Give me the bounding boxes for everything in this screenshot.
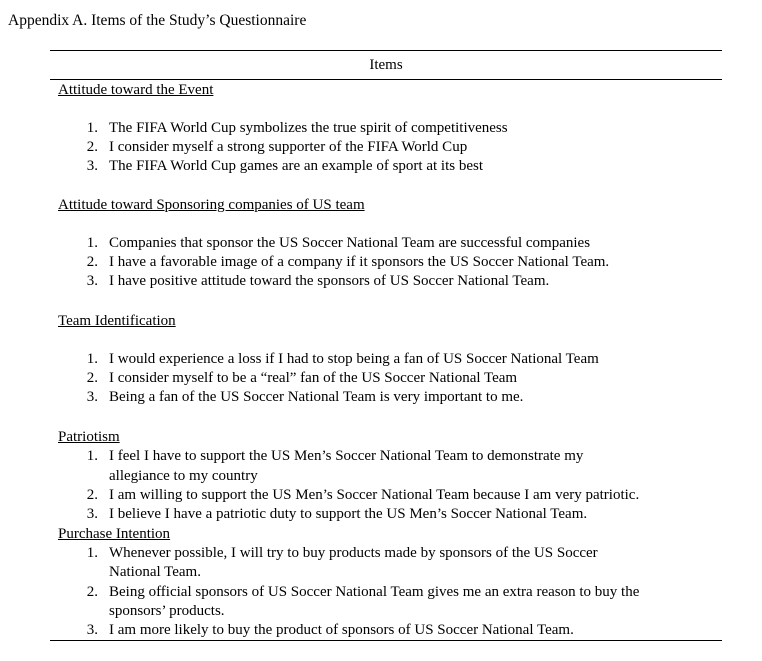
item-text: allegiance to my country: [109, 468, 258, 484]
item-number: 1.: [86, 120, 98, 136]
item-number: 1.: [86, 448, 98, 464]
item-text: The FIFA World Cup games are an example of sport at its best: [109, 158, 483, 174]
section-heading-patriotism: Patriotism: [58, 429, 120, 445]
item-text: Being official sponsors of US Soccer National Team gives me an extra reason to buy the: [109, 584, 640, 600]
item-number: 2.: [86, 254, 98, 270]
page-title: Appendix A. Items of the Study’s Questionnaire: [8, 12, 307, 29]
section-heading-attitude-sponsors: Attitude toward Sponsoring companies of US team: [58, 197, 365, 213]
item-number: 3.: [86, 273, 98, 289]
section-heading-team-identification: Team Identification: [58, 313, 176, 329]
item-text: National Team.: [109, 564, 201, 580]
item-number: 1.: [86, 545, 98, 561]
item-text: I consider myself to be a “real” fan of the US Soccer National Team: [109, 370, 518, 386]
header-rule: [50, 79, 722, 80]
section-heading-attitude-event: Attitude toward the Event: [58, 82, 214, 98]
item-number: 3.: [86, 389, 98, 405]
item-number: 2.: [86, 370, 98, 386]
section-heading-purchase-intention: Purchase Intention: [58, 526, 171, 542]
item-text: I have positive attitude toward the sponsors of US Soccer National Team.: [109, 273, 550, 289]
item-text: Companies that sponsor the US Soccer National Team are successful companies: [109, 235, 591, 251]
column-header: Items: [369, 57, 403, 73]
item-text: The FIFA World Cup symbolizes the true spirit of competitiveness: [109, 120, 508, 136]
item-text: I would experience a loss if I had to stop being a fan of US Soccer National Team: [109, 351, 599, 367]
item-text: I am willing to support the US Men’s Soccer National Team because I am very patriotic.: [109, 487, 640, 503]
item-text: Being a fan of the US Soccer National Team is very important to me.: [109, 389, 524, 405]
item-text: Whenever possible, I will try to buy products made by sponsors of the US Soccer: [109, 545, 598, 561]
item-text: I have a favorable image of a company if it sponsors the US Soccer National Team.: [109, 254, 610, 270]
item-number: 3.: [86, 622, 98, 638]
item-number: 2.: [86, 487, 98, 503]
item-number: 1.: [86, 351, 98, 367]
item-number: 2.: [86, 584, 98, 600]
table-bottom-rule: [50, 640, 722, 641]
item-text: I feel I have to support the US Men’s Soccer National Team to demonstrate my: [109, 448, 584, 464]
item-text: sponsors’ products.: [109, 603, 225, 619]
item-number: 1.: [86, 235, 98, 251]
item-text: I believe I have a patriotic duty to support the US Men’s Soccer National Team.: [109, 506, 588, 522]
item-number: 2.: [86, 139, 98, 155]
item-text: I consider myself a strong supporter of the FIFA World Cup: [109, 139, 468, 155]
table-top-rule: [50, 50, 722, 51]
item-number: 3.: [86, 506, 98, 522]
item-text: I am more likely to buy the product of sponsors of US Soccer National Team.: [109, 622, 574, 638]
item-number: 3.: [86, 158, 98, 174]
